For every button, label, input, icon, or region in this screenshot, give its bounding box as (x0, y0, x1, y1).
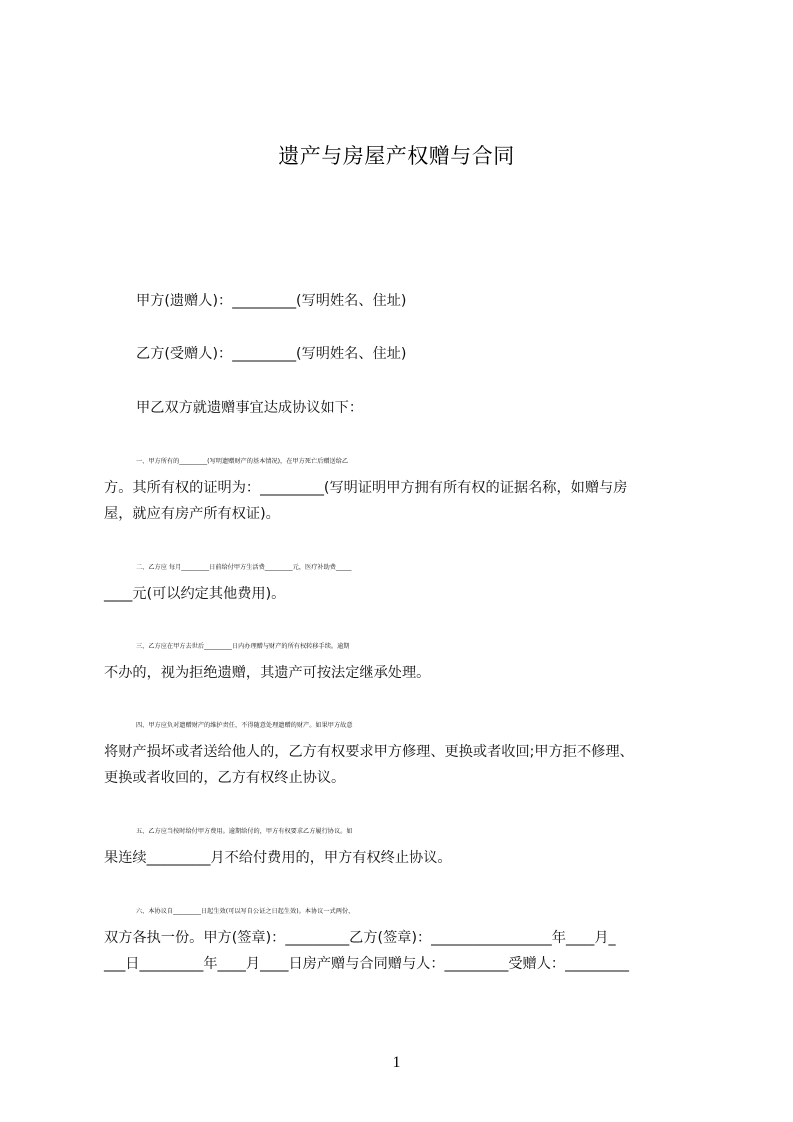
party-b-line (104, 341, 700, 367)
clause-4-line-1: 四、甲方应负对遗赠财产的维护责任，不得随意处理遗赠的财产。如果甲方故意 (136, 722, 353, 729)
document-title: 遗产与房屋产权赠与合同 (278, 144, 515, 168)
clause-4-line-2: 将财产损坏或者送给他人的，乙方有权要求甲方修理、更换或者收回;甲方拒不修理、 (104, 744, 634, 760)
clause-2-line-1: 二、乙方应 每月_________日前给付甲方生活费_________元，医疗补助费_____ (136, 564, 352, 571)
clause-2-line-2: ____元(可以约定其他费用)。 (104, 586, 286, 602)
clause-6-line-3: ___日_________年____月____日房产赠与合同赠与人：_________受赠人：_________ (104, 956, 629, 972)
clause-5-line-1: 五、乙方应当按时给付甲方费用。逾期给付的，甲方有权要求乙方履行协议。如 (136, 828, 353, 835)
preamble-text: 甲乙双方就遗赠事宜达成协议如下： (136, 400, 364, 416)
party-a-text: 甲方(遗赠人)：_________(写明姓名、住址) (136, 293, 407, 309)
clause-6-line-1: 六、本协议自_________日起生效(可以写自公证之日起生效)。本协议一式两份， (136, 908, 355, 915)
clause-1-line-2: 方。其所有权的证明为：_________(写明证明甲方拥有所有权的证据名称，如赠与房 (104, 480, 628, 496)
party-a-line (104, 288, 700, 314)
clause-1 (104, 449, 700, 527)
clause-4-line-3: 更换或者收回的，乙方有权终止协议。 (104, 770, 346, 786)
clause-5-line-2: 果连续_________月不给付费用的，甲方有权终止协议。 (104, 850, 452, 866)
clause-6-line-2: 双方各执一份。甲方(签章)：_________乙方(签章)：_________________年____月_ (104, 930, 616, 946)
clause-4 (104, 713, 700, 791)
clause-1-line-1: 一、甲方所有的_________(写明遗赠财产的基本情况)，在甲方死亡后赠送给乙 (136, 458, 349, 465)
clause-3 (104, 634, 700, 686)
clause-5 (104, 819, 700, 871)
party-b-text: 乙方(受赠人)：_________(写明姓名、住址) (136, 346, 407, 362)
preamble (104, 395, 700, 421)
clause-3-line-1: 三、乙方应在甲方去世后_________日内办理赠与财产的所有权转移手续。逾期 (136, 643, 350, 650)
clause-6 (104, 899, 700, 977)
clause-2 (104, 555, 700, 607)
clause-3-line-2: 不办的，视为拒绝遗赠，其遗产可按法定继承处理。 (104, 665, 431, 681)
clause-1-line-3: 屋，就应有房产所有权证)。 (104, 506, 280, 522)
page-number: 1 (392, 1054, 401, 1071)
